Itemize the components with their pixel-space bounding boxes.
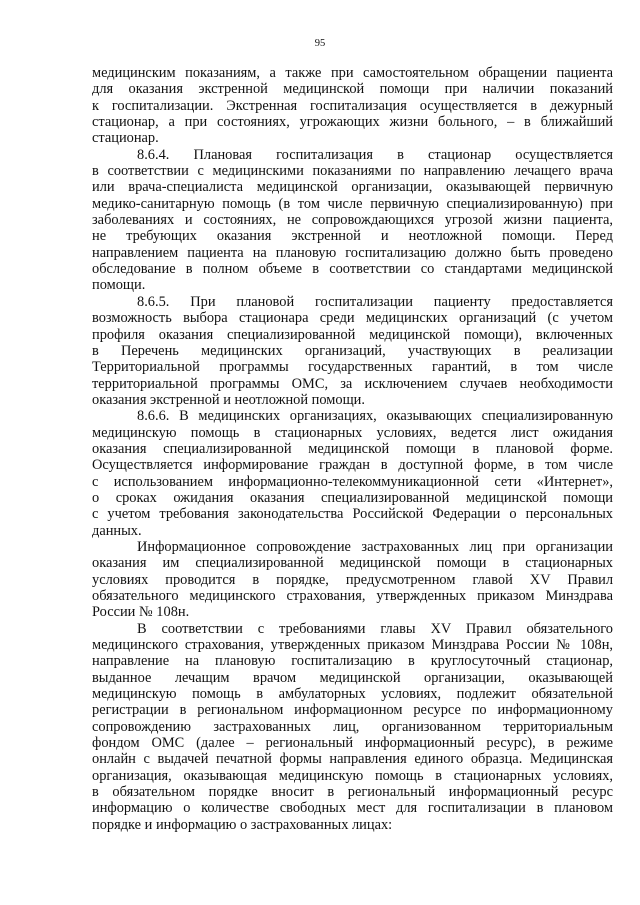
text-line: не требующих оказания экстренной и неотложной помощи. Перед (92, 228, 613, 245)
text-line: направление на плановую госпитализацию в круглосуточный стационар, (92, 653, 613, 670)
text-line: организация, оказывающая медицинскую помощь в стационарных условиях, (92, 767, 613, 784)
text-line: заболеваниях и состояниях, не сопровождающихся угрозой жизни пациента, (92, 212, 613, 229)
text-line: онлайн с выдачей печатной формы направления единого образца. Медицинская (92, 751, 613, 768)
text-line: данных. (92, 522, 142, 539)
text-line: в обязательном порядке вносит в региональный информационный ресурс (92, 784, 613, 801)
text-line: с учетом требования законодательства Российской Федерации о персональных (92, 506, 613, 523)
text-line: территориальной программы ОМС, за исключением случаев необходимости (92, 375, 613, 392)
text-line: Территориальной программы государственных гарантий, в том числе (92, 359, 613, 376)
text-line: оказания экстренной и неотложной помощи. (92, 391, 365, 408)
text-line: оказания им специализированной медицинской помощи в стационарных (92, 555, 613, 572)
text-line: регистрации в региональном информационном ресурсе по информационному (92, 702, 613, 719)
page-number: 95 (314, 38, 326, 49)
text-line: стационар, а при состояниях, угрожающих жизни больного, – в ближайший (92, 114, 613, 131)
text-line: медико-санитарную помощь (в том числе первичную специализированную) при (92, 195, 613, 212)
text-line: В соответствии с требованиями главы XV Правил обязательного (137, 620, 613, 637)
text-line: порядке и информацию о застрахованных лицах: (92, 816, 393, 833)
text-line: возможность выбора стационара среди медицинских организаций (с учетом (92, 310, 613, 327)
text-line: обследование в полном объеме в соответствии со стандартами медицинской (92, 261, 613, 278)
text-line: о сроках ожидания оказания специализированной медицинской помощи (92, 489, 613, 506)
text-line: медицинскую помощь в амбулаторных условиях, подлежит обязательной (92, 686, 613, 703)
text-line: 8.6.4. Плановая госпитализация в стационар осуществляется (137, 146, 613, 163)
text-line: в соответствии с медицинскими показаниями по направлению лечащего врача (92, 163, 613, 180)
text-line: профиля оказания специализированной медицинской помощи), включенных (92, 326, 613, 343)
text-line: с использованием информационно-телекоммуникационной сети «Интернет», (92, 473, 613, 490)
text-line: обязательного медицинского страхования, утвержденных приказом Минздрава (92, 588, 613, 604)
document-body-text (92, 65, 613, 833)
text-line: фондом ОМС (далее – региональный информационный ресурс), в режиме (92, 735, 613, 752)
text-line: медицинскую помощь в стационарных условиях, ведется лист ожидания (92, 424, 613, 441)
text-line: помощи. (92, 277, 146, 294)
text-line: медицинским показаниям, а также при самостоятельном обращении пациента (92, 65, 613, 81)
text-line: России № 108н. (92, 604, 190, 621)
text-line: медицинского страхования, утвержденных приказом Минздрава России № 108н, (92, 637, 613, 654)
text-line: выданное лечащим врачом медицинской организации, оказывающей (92, 669, 613, 686)
text-line: стационар. (92, 130, 159, 147)
text-line: Осуществляется информирование граждан в доступной форме, в том числе (92, 457, 613, 474)
text-line: к госпитализации. Экстренная госпитализация осуществляется в дежурный (92, 97, 613, 114)
text-line: сопровождению застрахованных лиц, организованном территориальным (92, 718, 613, 735)
text-line: информацию о количестве свободных мест для госпитализации в плановом (92, 800, 613, 817)
text-line: 8.6.5. При плановой госпитализации пациенту предоставляется (137, 293, 613, 310)
text-line: 8.6.6. В медицинских организациях, оказывающих специализированную (137, 408, 613, 425)
text-line: для оказания экстренной медицинской помощи при наличии показаний (92, 81, 613, 98)
text-line: оказания специализированной медицинской помощи в плановой форме. (92, 440, 613, 457)
text-line: Информационное сопровождение застрахованных лиц при организации (137, 538, 613, 555)
text-line: или врача-специалиста медицинской организации, оказывающей первичную (92, 179, 613, 196)
text-line: в Перечень медицинских организаций, участвующих в реализации (92, 342, 613, 359)
text-line: направлением пациента на плановую госпитализацию должно быть проведено (92, 244, 613, 261)
text-line: условиях проводится в порядке, предусмотренном главой XV Правил (92, 571, 613, 588)
